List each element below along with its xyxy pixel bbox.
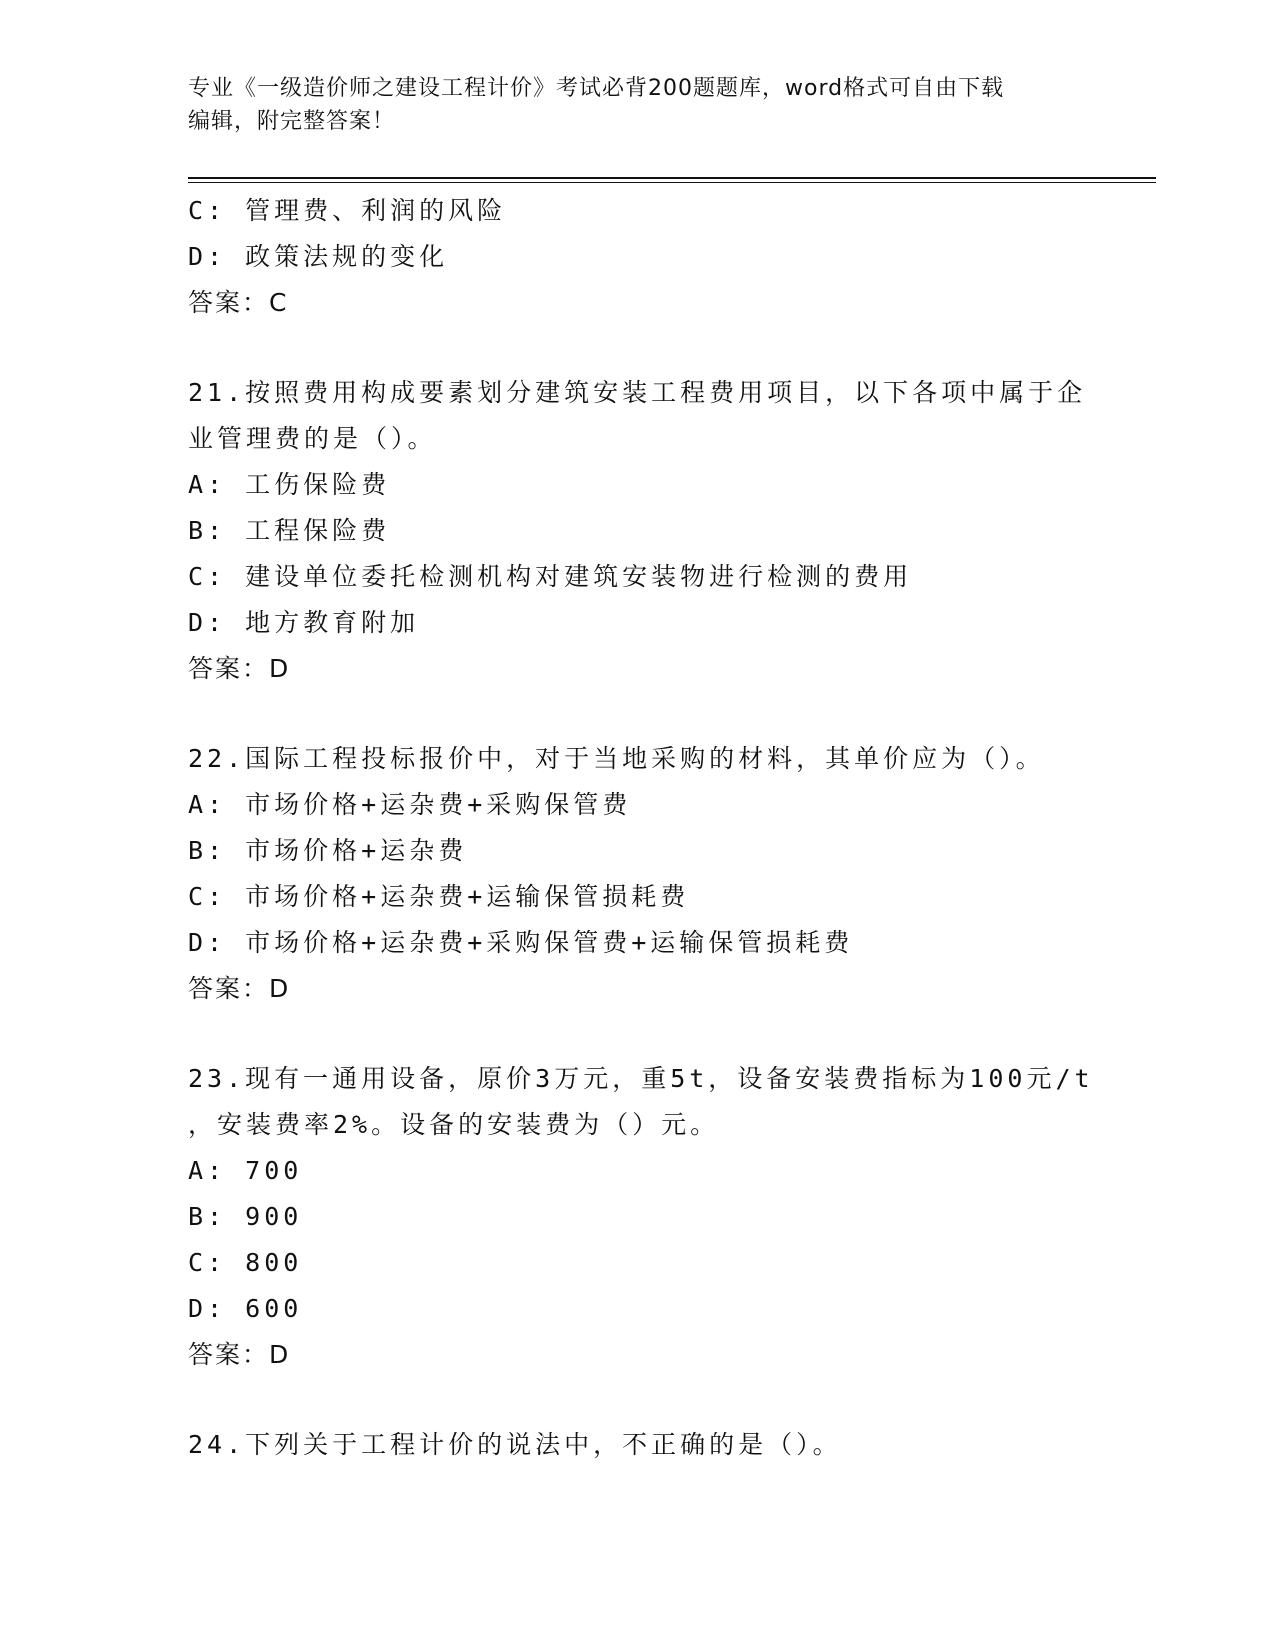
question-20-continued xyxy=(188,188,1088,326)
question-stem: 24.下列关于工程计价的说法中，不正确的是（）。 xyxy=(188,1430,842,1459)
option-b: B: 900 xyxy=(188,1202,303,1231)
option-a: A: 700 xyxy=(188,1156,303,1185)
option-c: C: 建设单位委托检测机构对建筑安装物进行检测的费用 xyxy=(188,562,913,591)
question-stem: 23.现有一通用设备，原价3万元，重5t，设备安装费指标为100元/t xyxy=(188,1064,1094,1093)
question-24 xyxy=(188,1422,1088,1468)
question-stem: 21.按照费用构成要素划分建筑安装工程费用项目，以下各项中属于企 xyxy=(188,378,1087,407)
option-a: A: 市场价格+运杂费+采购保管费 xyxy=(188,790,632,819)
question-list xyxy=(188,188,1094,1468)
question-stem: 业管理费的是（）。 xyxy=(188,424,437,453)
spacer xyxy=(188,326,1088,370)
option-b: B: 市场价格+运杂费 xyxy=(188,836,468,865)
spacer xyxy=(188,1012,1088,1056)
option-d: D: 地方教育附加 xyxy=(188,608,420,637)
question-stem: ，安装费率2%。设备的安装费为（）元。 xyxy=(188,1110,720,1139)
option-d: D: 市场价格+运杂费+采购保管费+运输保管损耗费 xyxy=(188,928,854,957)
option-d: D: 600 xyxy=(188,1294,303,1323)
header-divider-thick xyxy=(188,177,1156,179)
option-a: A: 工伤保险费 xyxy=(188,470,391,499)
option-c: C: 管理费、利润的风险 xyxy=(188,196,507,225)
answer: 答案：D xyxy=(188,974,291,1003)
question-22 xyxy=(188,736,1088,1012)
option-d: D: 政策法规的变化 xyxy=(188,242,449,271)
spacer xyxy=(188,1378,1088,1422)
document-header xyxy=(188,72,1088,138)
question-stem: 22.国际工程投标报价中，对于当地采购的材料，其单价应为（）。 xyxy=(188,744,1045,773)
answer: 答案：D xyxy=(188,1340,291,1369)
header-line-1: 专业《一级造价师之建设工程计价》考试必背200题题库，word格式可自由下载 xyxy=(188,76,1005,101)
question-21 xyxy=(188,370,1088,692)
option-b: B: 工程保险费 xyxy=(188,516,391,545)
question-23 xyxy=(188,1056,1094,1378)
spacer xyxy=(188,692,1088,736)
header-divider-thin xyxy=(188,182,1156,183)
header-line-2: 编辑，附完整答案！ xyxy=(188,109,396,134)
option-c: C: 市场价格+运杂费+运输保管损耗费 xyxy=(188,882,690,911)
option-c: C: 800 xyxy=(188,1248,303,1277)
answer: 答案：D xyxy=(188,654,291,683)
answer: 答案：C xyxy=(188,288,289,317)
